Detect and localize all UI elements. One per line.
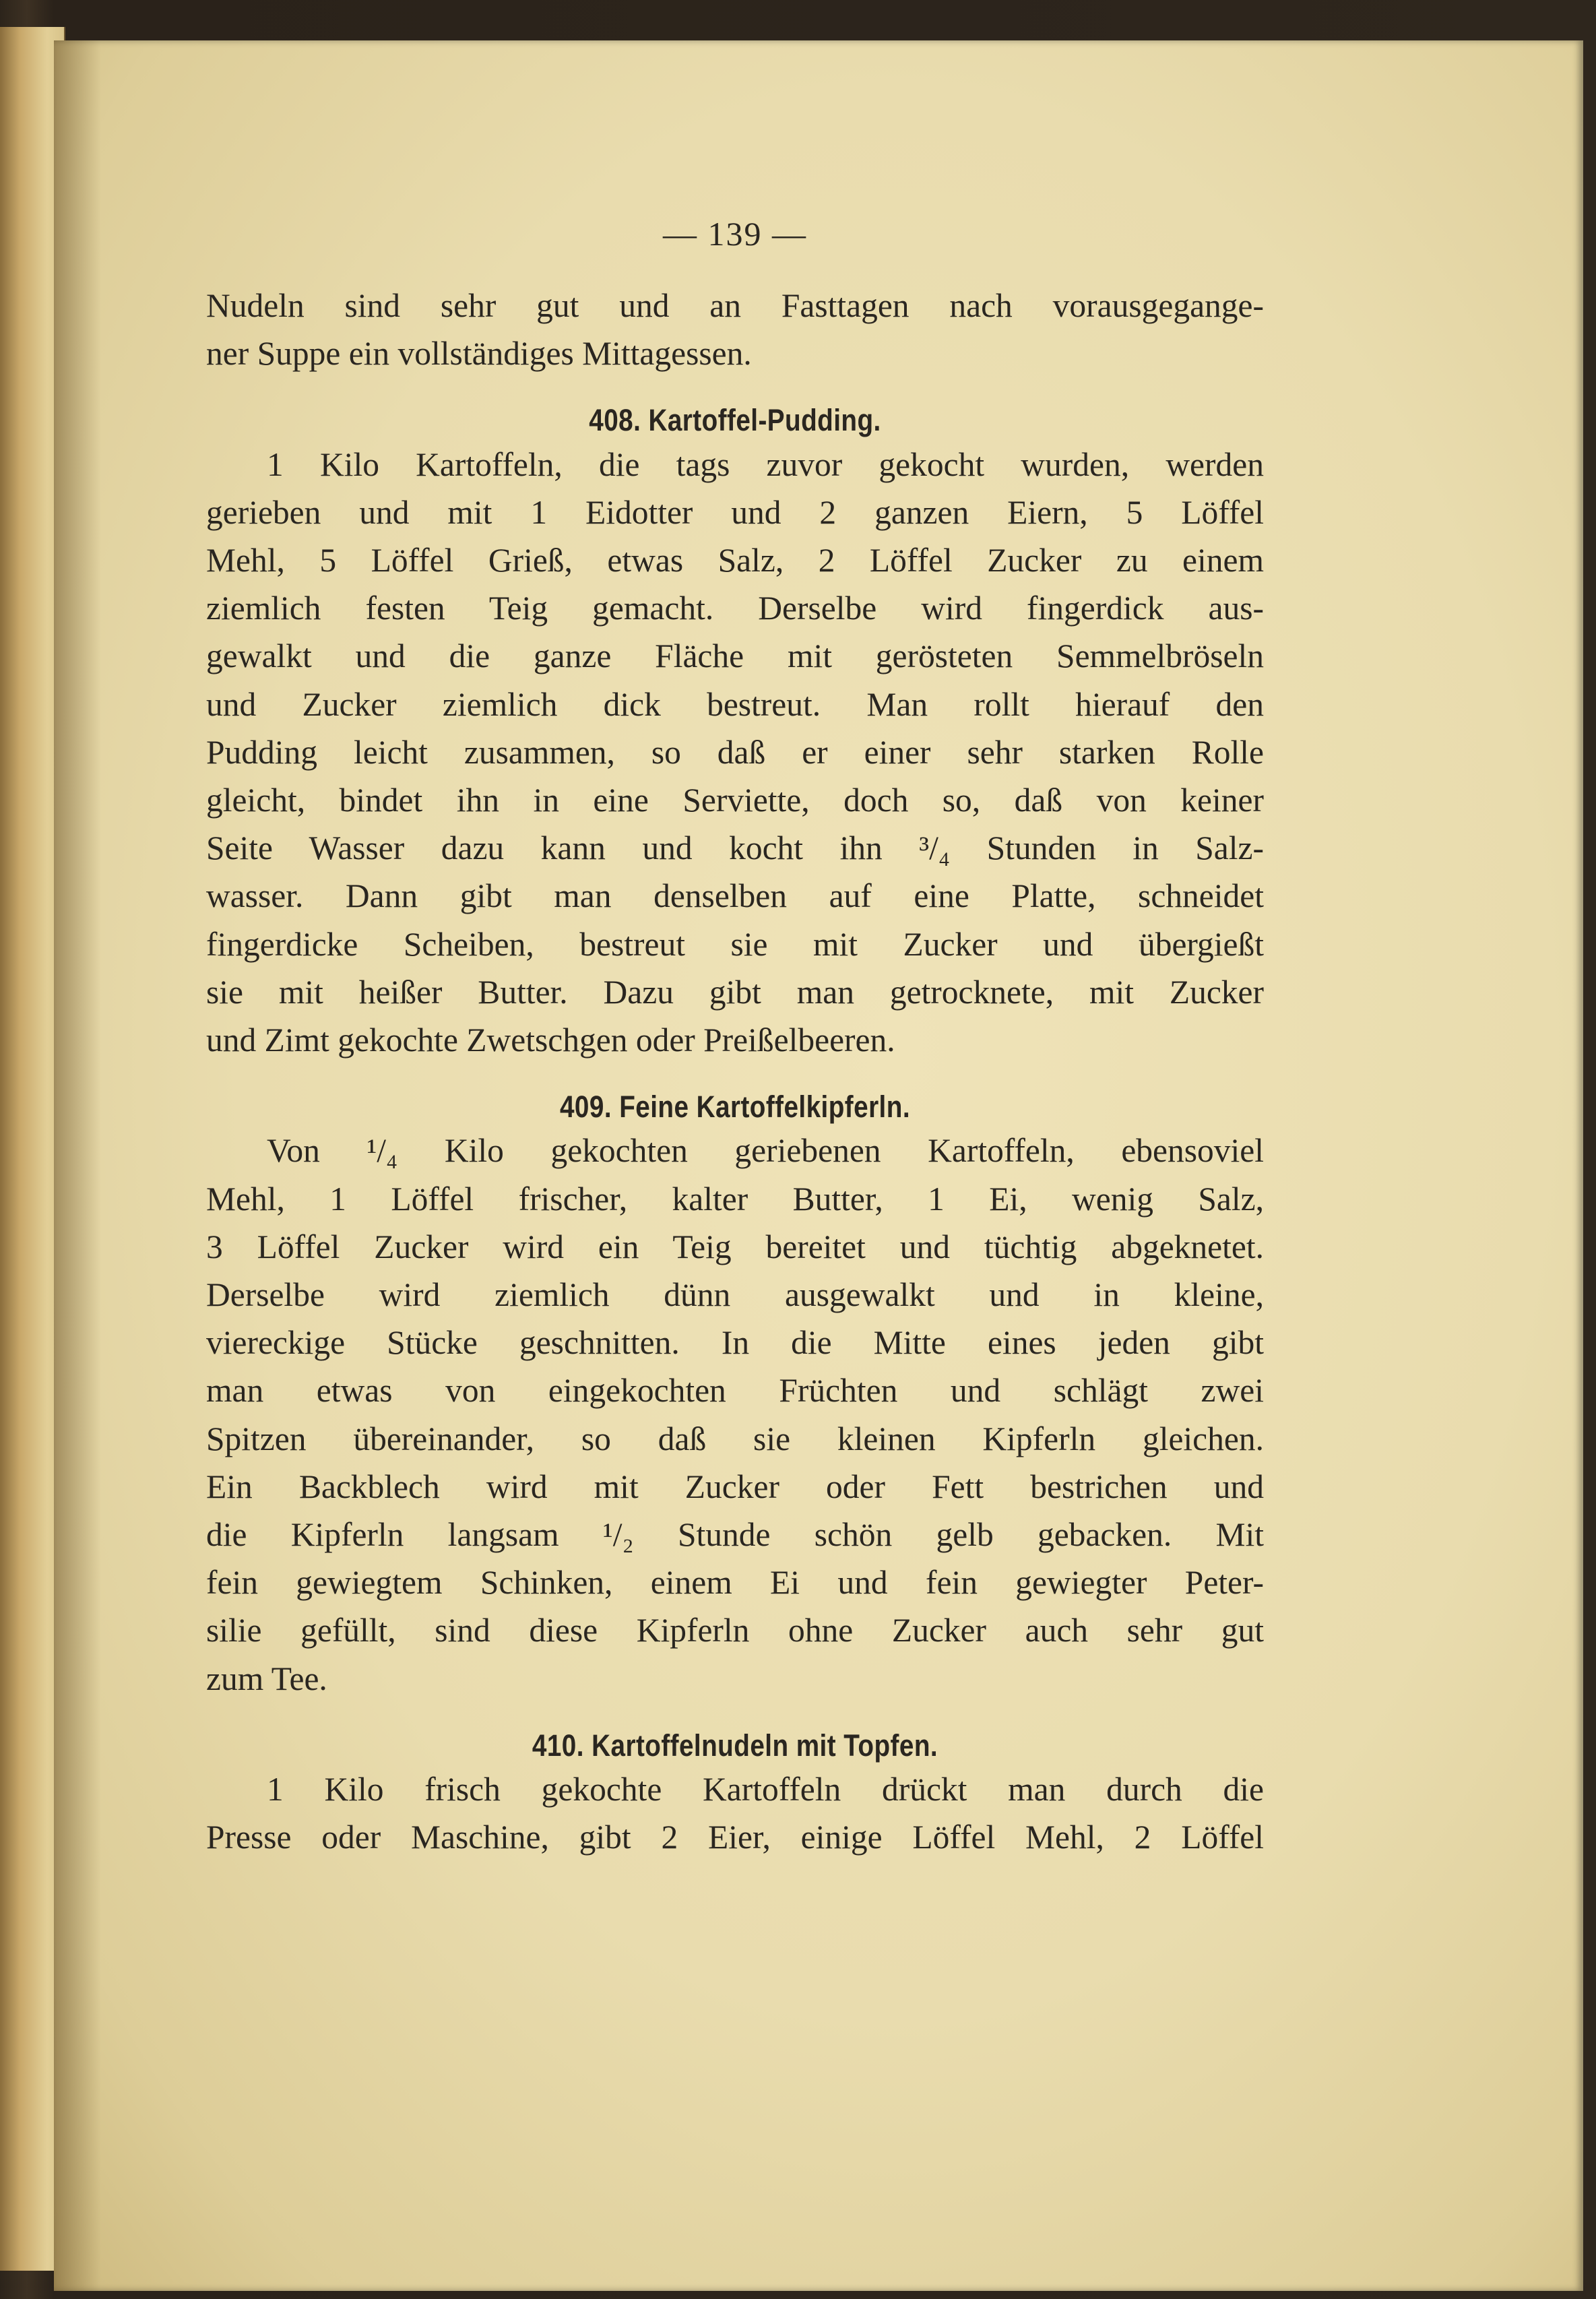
- text-line: fingerdicke Scheiben, bestreut sie mit Zucker und übergießt: [206, 925, 1264, 963]
- page-gutter-shadow: [54, 40, 101, 2291]
- text-line: Derselbe wird ziemlich dünn ausgewalkt und in kleine,: [206, 1276, 1264, 1314]
- text-line: ner Suppe ein vollständiges Mittagessen.: [206, 335, 752, 373]
- text-line: Seite Wasser dazu kann und kocht ihn ³/₄ Stunden in Salz-: [206, 829, 1264, 867]
- text-line: die Kipferln langsam ¹/₂ Stunde schön gelb gebacken. Mit: [206, 1516, 1264, 1554]
- text-line: und Zimt gekochte Zwetschgen oder Preißelbeeren.: [206, 1021, 895, 1059]
- text-line: Pudding leicht zusammen, so daß er einer sehr starken Rolle: [206, 733, 1264, 771]
- text-line: wasser. Dann gibt man denselben auf eine Platte, schneidet: [206, 877, 1264, 915]
- text-line: Nudeln sind sehr gut und an Fasttagen nach vorausgegange-: [206, 287, 1264, 324]
- text-line: Ein Backblech wird mit Zucker oder Fett bestrichen und: [206, 1468, 1264, 1505]
- text-line: gleicht, bindet ihn in eine Serviette, doch so, daß von keiner: [206, 782, 1264, 819]
- recipe-heading-409: 409. Feine Kartoffelkipferln.: [559, 1090, 911, 1125]
- text-line: fein gewiegtem Schinken, einem Ei und fein gewiegter Peter-: [206, 1564, 1264, 1602]
- recipe-heading-408: 408. Kartoffel-Pudding.: [589, 403, 881, 438]
- text-line: 1 Kilo frisch gekochte Kartoffeln drückt man durch die: [267, 1771, 1264, 1808]
- text-line: Presse oder Maschine, gibt 2 Eier, einige Löffel Mehl, 2 Löffel: [206, 1819, 1264, 1856]
- text-line: Von ¹/₄ Kilo gekochten geriebenen Kartoffeln, ebensoviel: [267, 1132, 1264, 1170]
- text-line: 1 Kilo Kartoffeln, die tags zuvor gekocht wurden, werden: [267, 445, 1264, 483]
- text-line: gewalkt und die ganze Fläche mit gerösteten Semmelbröseln: [206, 637, 1264, 675]
- text-line: und Zucker ziemlich dick bestreut. Man rollt hierauf den: [206, 685, 1264, 723]
- text-line: man etwas von eingekochten Früchten und schlägt zwei: [206, 1372, 1264, 1410]
- text-line: viereckige Stücke geschnitten. In die Mitte eines jeden gibt: [206, 1324, 1264, 1362]
- text-line: silie gefüllt, sind diese Kipferln ohne Zucker auch sehr gut: [206, 1612, 1264, 1649]
- text-line: Mehl, 1 Löffel frischer, kalter Butter, 1 Ei, wenig Salz,: [206, 1180, 1264, 1218]
- text-line: zum Tee.: [206, 1660, 327, 1697]
- page-number: — 139 —: [663, 215, 807, 253]
- text-line: 3 Löffel Zucker wird ein Teig bereitet und tüchtig abgeknetet.: [206, 1228, 1264, 1265]
- text-line: ziemlich festen Teig gemacht. Derselbe wird fingerdick aus-: [206, 590, 1264, 627]
- text-line: sie mit heißer Butter. Dazu gibt man getrocknete, mit Zucker: [206, 973, 1264, 1011]
- text-line: Mehl, 5 Löffel Grieß, etwas Salz, 2 Löffel Zucker zu einem: [206, 542, 1264, 579]
- recipe-heading-410: 410. Kartoffelnudeln mit Topfen.: [532, 1728, 938, 1763]
- body-text: [206, 282, 1264, 1862]
- text-line: gerieben und mit 1 Eidotter und 2 ganzen Eiern, 5 Löffel: [206, 493, 1264, 531]
- text-line: Spitzen übereinander, so daß sie kleinen Kipferln gleichen.: [206, 1420, 1264, 1457]
